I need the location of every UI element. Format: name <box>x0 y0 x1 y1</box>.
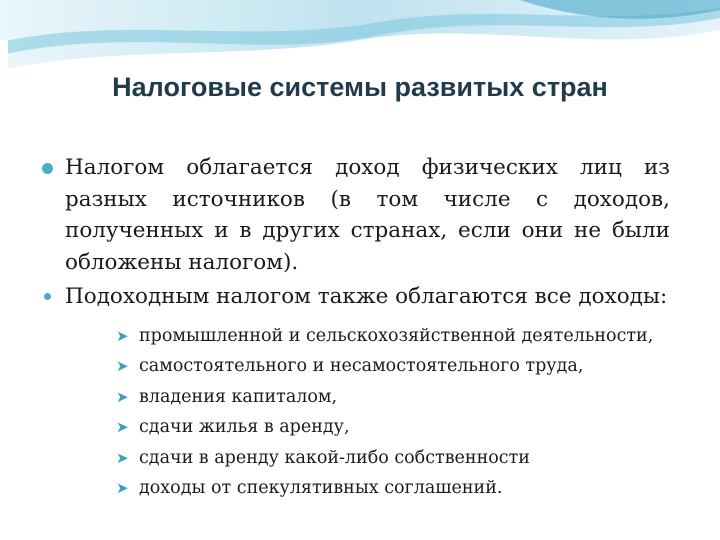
sub-bullet-item: ➤ владения капиталом, <box>65 382 670 413</box>
arrowhead-right-icon: ➤ <box>116 387 129 406</box>
sub-bullet-item: ➤ промышленной и сельскохозяйственной деятельности, <box>65 321 670 352</box>
sub-bullet-list <box>65 321 670 504</box>
slide-title: Налоговые системы развитых стран <box>112 72 608 102</box>
bullet-item-2 <box>40 281 670 504</box>
slide-content <box>40 152 670 507</box>
arrowhead-right-icon: ➤ <box>116 357 129 375</box>
bullet-dot-icon <box>44 293 51 300</box>
arrowhead-right-icon: ➤ <box>116 326 129 345</box>
arrowhead-right-icon: ➤ <box>116 479 129 497</box>
sub-bullet-item: ➤ самостоятельного и несамостоятельного труда, <box>65 351 670 382</box>
bullet-text: Подоходным налогом также облагаются все доходы: <box>65 284 668 309</box>
arrowhead-right-icon: ➤ <box>116 418 129 436</box>
arrowhead-right-icon: ➤ <box>116 448 129 467</box>
bullet-item-1 <box>40 152 670 278</box>
sub-bullet-item: ➤ сдачи жилья в аренду, <box>65 412 670 443</box>
bullet-dot-icon <box>42 163 53 174</box>
bullet-text: Налогом облагается доход физических лиц из разных источников (в том числе с доходов, полученных и в других странах, если они не были обложены налогом). <box>65 155 670 275</box>
sub-bullet-item: ➤ доходы от спекулятивных соглашений. <box>65 473 670 504</box>
sub-bullet-item: ➤ сдачи в аренду какой-либо собственности <box>65 443 670 474</box>
